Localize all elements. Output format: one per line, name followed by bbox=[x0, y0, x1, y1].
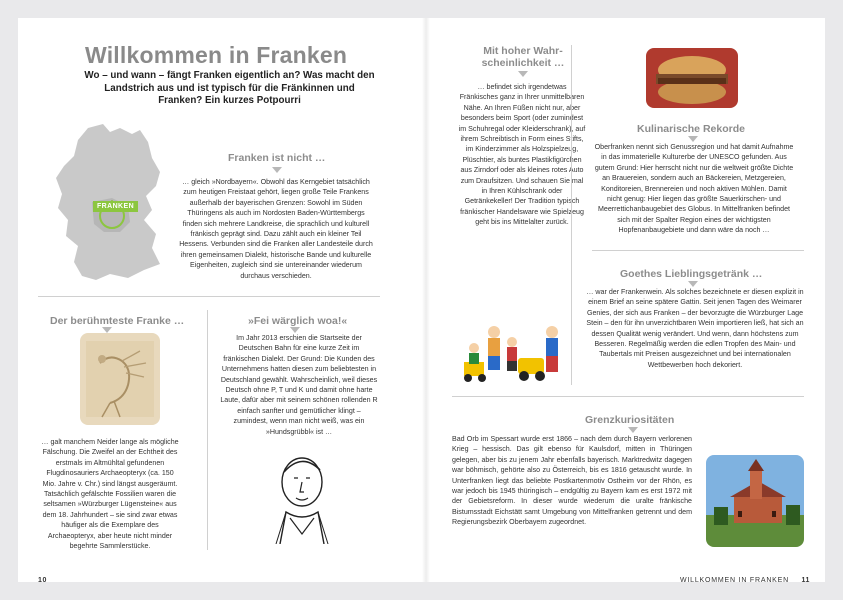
chevron-down-icon bbox=[628, 427, 638, 433]
body-fei-waerglich: Im Jahr 2013 erschien die Startseite der Deutschen Bahn für eine kurze Zeit im fränkischen Dialekt. Der Grund: Die Kunden des Unternehmens hatten diesen zum beliebtesten in Deutschland gewählt. Wahrscheinlich, weil dieses Deutsch ohne P, T und K und damit ohne harte Laute, dafür aber mit seinem schönen rollenden R einfach sanfter und gemütlicher klingt – zumindest, wenn man nicht weiß, was ein »Hundsgrübbl« ist … bbox=[220, 334, 378, 436]
page-number-left-text: 10 bbox=[38, 577, 47, 584]
heading-franken-ist-nicht: Franken ist nicht … bbox=[228, 152, 326, 164]
heading-kulinarische-rekorde: Kulinarische Rekorde bbox=[637, 123, 745, 135]
heading-line-2: scheinlichkeit … bbox=[481, 57, 565, 69]
page-number-left bbox=[38, 569, 47, 587]
body-franken-ist-nicht: … gleich »Nordbayern«. Obwohl das Kerngebiet tatsächlich zum heutigen Freistaat gehört, liegen große Teile Frankens außerhalb der bayerischen Grenzen: Sowohl im Süden Thüringens als auch im Nordosten Baden-Württembergs finden sich mehrere Landkreise, die sprachlich und kulturell fränkisch geprägt sind. Dazu zählt auch ein kleiner Teil Hessens. Verbunden sind die Franken aller Landesteile durch ihren gemeinsamen Dialekt, historische Bande und kulturelle Eigenheiten, zugleich sind sie untereinander wiederum durchaus verschieden. bbox=[179, 178, 373, 280]
column-divider bbox=[571, 45, 572, 385]
playmobil-figures-image bbox=[460, 318, 568, 384]
chevron-down-icon bbox=[272, 167, 282, 173]
divider bbox=[452, 396, 804, 397]
body-hoher-wahrscheinlichkeit: … befindet sich irgendetwas Fränkisches ganz in Ihrer unmittelbaren Nähe. An Ihren Füßen nicht nur, aber besonders beim Sport (oder zumindest im Schuhregal oder Kleiderschrank), auf ihrem Schreibtisch in Form eines Stifts, im Kinderzimmer als Holzspielzeug, Plüschtier, als buntes Plastikfigürchen aus Zirndorf oder als kleines rotes Auto zum Draufsitzen. Und schauen Sie mal in Ihren Kühlschrank oder Getränkekeller! Der Tradition typisch fränkischer Handelsware wie Spielzeug geht bis ins Mittelalter zurück. bbox=[458, 83, 586, 227]
column-divider bbox=[207, 310, 208, 550]
heading-beruehmteste-franke: Der berühmteste Franke … bbox=[50, 315, 185, 327]
body-beruehmteste-franke: … galt manchem Neider lange als mögliche Fälschung. Die Zweifel an der Echtheit des erstmals im Altmühltal gefundenen Flugdinosauriers Archaeopteryx (ca. 150 Mio. Jahre v. Chr.) sind längst ausgeräumt. Tatsächlich gefälschte Fossilien waren die seltsamen »Würzburger Lügensteine« aus dem 18. Jahrhundert – sie sind zwar etwas häufiger als die Exemplare des Archaeopteryx, aber heute nicht minder begehrte Sammlerstücke. bbox=[41, 438, 179, 551]
running-footer bbox=[680, 569, 810, 587]
heading-goethes-lieblingsgetraenk: Goethes Lieblingsgetränk … bbox=[620, 268, 763, 280]
archaeopteryx-fossil-image bbox=[80, 333, 160, 425]
page-title: Willkommen in Franken bbox=[85, 42, 348, 68]
intro-text: Wo – und wann – fängt Franken eigentlich an? Was macht den Landstrich aus und ist typisch für die Fränkinnen und Franken? Ein kurzes Potpourri bbox=[84, 70, 375, 107]
goethe-portrait-illustration bbox=[262, 448, 342, 544]
running-title: WILLKOMMEN IN FRANKEN bbox=[680, 577, 789, 584]
map-label-franken: FRANKEN bbox=[93, 201, 138, 212]
heading-fei-waerglich: »Fei wärglich woa!« bbox=[248, 315, 348, 327]
book-spine bbox=[422, 18, 430, 582]
chevron-down-icon bbox=[518, 71, 528, 77]
divider bbox=[38, 296, 380, 297]
body-kulinarische-rekorde: Oberfranken nennt sich Genussregion und hat damit Aufnahme in das immaterielle Kulturerbe der UNESCO gefunden. Aus gutem Grund: Hier herrscht nicht nur die weltweit größte Dichte an Brauereien, sondern auch an Bäckereien, Metzgereien, Konditoreien, Brennereien und noch aktiven Mühlen. Damit nicht genug: Hier liegen das größte Sauerkirschen- und Meerrettichanbaugebiet des Globus. In Mittelfranken befindet sich mit der Spalter Region eines der wichtigsten Hopfenanbaugebiete und dann wäre da noch … bbox=[594, 143, 794, 235]
heading-line-1: Mit hoher Wahr- bbox=[483, 45, 563, 57]
page-number-right: 11 bbox=[801, 577, 811, 584]
divider bbox=[592, 250, 804, 251]
heading-hoher-wahrscheinlichkeit bbox=[463, 45, 583, 69]
bratwurst-roll-image bbox=[646, 48, 738, 108]
body-grenzkuriositaeten: Bad Orb im Spessart wurde erst 1866 – nach dem durch Bayern verlorenen Krieg – hessisch. Das gilt ebenso für Kaulsdorf, mitten in Thüringen gelegen, aber bis zu jenem Jahr ebenfalls bayerisch. Marktredwitz dagegen war böhmisch, gehörte also zu Österreich, bis es 1816 getauscht wurde. In Unterfranken liegt das beliebte Postkartenmotiv Ostheim vor der Rhön, es war jedoch bis 1945 thüringisch – endgültig zu Bayern kam es erst 1972 mit der Gebietsreform. In dieser wurde wiederum die uralte fränkische Bistumsstadt Eichstätt samt Umgebung von Mittelfranken getrennt und dem Regierungsbezirk Oberbayern zugeordnet. bbox=[452, 435, 692, 527]
heading-grenzkuriositaeten: Grenzkuriositäten bbox=[585, 414, 675, 426]
church-ostheim-image bbox=[706, 455, 804, 547]
body-goethes-lieblingsgetraenk: … war der Frankenwein. Als solches bezeichnete er diesen explizit in einem Brief an seine spätere Gattin. Seit jenen Tagen des Weimarer Genies, der sich aus Franken – der bevorzugte die Würzburger Lage Stein – den für ihn unverzichtbaren Wein importieren ließ, hat sich an dessen Qualität wenig verändert. Und wenn, dann höchstens zum Besseren. Regelmäßig werden die edlen Tropfen des Main- und Taubertals mit Preisen ausgezeichnet und bei internationalen Wettbewerben hoch dekoriert. bbox=[586, 288, 804, 369]
